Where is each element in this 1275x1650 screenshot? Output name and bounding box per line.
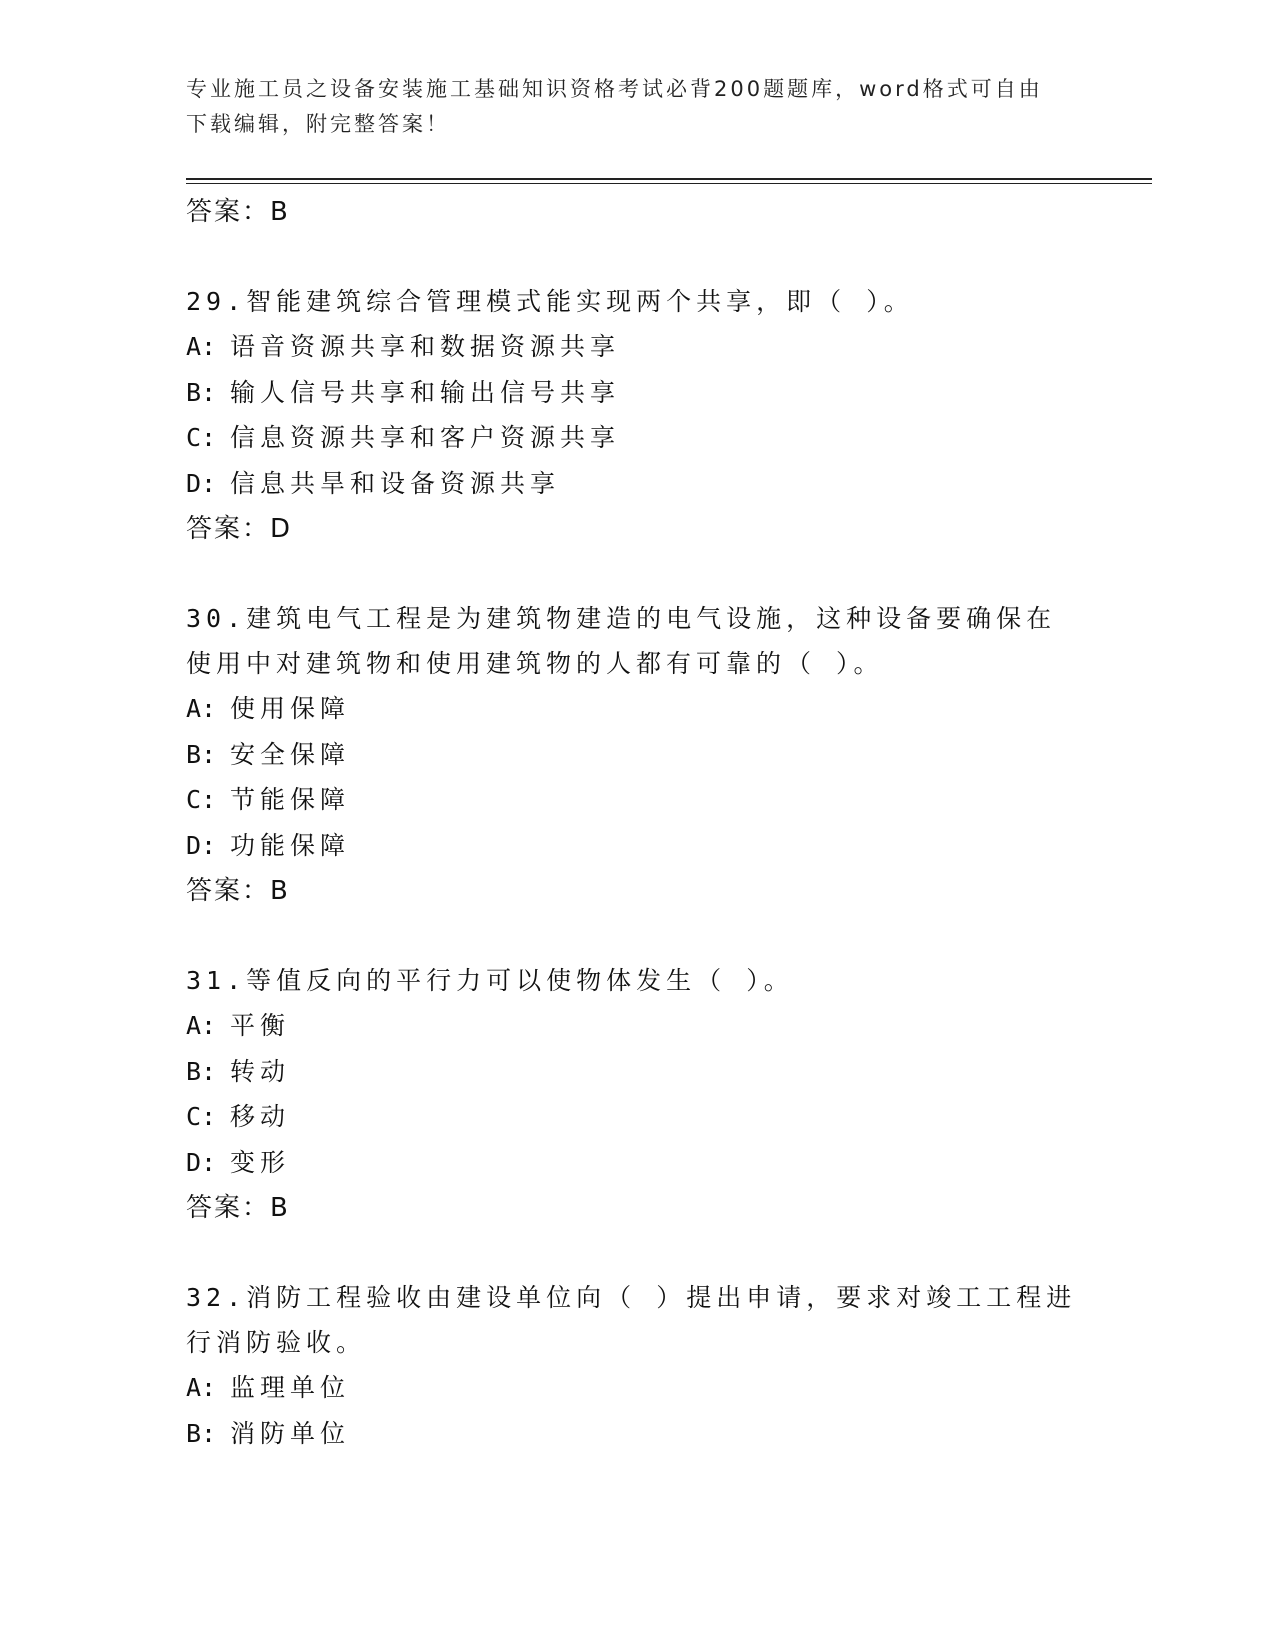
previous-answer: 答案：B — [186, 197, 290, 227]
option-text: 输人信号共享和输出信号共享 — [230, 377, 621, 407]
option-text: 功能保障 — [230, 830, 351, 860]
option-letter: D: — [186, 468, 217, 498]
option-text: 变形 — [230, 1147, 291, 1177]
question-text: 31.等值反向的平行力可以使物体发生（ ）。 — [186, 966, 794, 995]
question-block — [186, 279, 1086, 552]
option-letter: C: — [186, 785, 217, 814]
option-letter: C: — [186, 1102, 217, 1131]
option-text: 平衡 — [230, 1011, 291, 1040]
option-text: 信息共旱和设备资源共享 — [230, 468, 561, 498]
question-text: 30.建筑电气工程是为建筑物建造的电气设施，这种设备要确保在使用中对建筑物和使用建筑物的人都有可靠的（ ）。 — [186, 604, 1057, 678]
option-b — [186, 1411, 1086, 1457]
option-b — [186, 732, 1086, 778]
option-text: 监理单位 — [230, 1373, 351, 1402]
question-block — [186, 596, 1086, 914]
option-c — [186, 1094, 1086, 1140]
option-a — [186, 686, 1086, 732]
option-letter: B: — [186, 739, 217, 769]
option-letter: A: — [186, 1011, 217, 1040]
answer-line: 答案：B — [186, 876, 290, 906]
option-letter: C: — [186, 423, 217, 452]
question-text: 29.智能建筑综合管理模式能实现两个共享，即（ ）。 — [186, 287, 914, 316]
option-a — [186, 324, 1086, 370]
option-c — [186, 415, 1086, 461]
option-letter: D: — [186, 1147, 217, 1177]
spacer — [186, 914, 1086, 958]
option-text: 移动 — [230, 1102, 291, 1131]
spacer — [186, 235, 1086, 279]
question-text: 32.消防工程验收由建设单位向（ ）提出申请，要求对竣工工程进行消防验收。 — [186, 1283, 1077, 1357]
option-c — [186, 777, 1086, 823]
option-text: 使用保障 — [230, 694, 351, 723]
option-a — [186, 1003, 1086, 1049]
option-letter: B: — [186, 1056, 217, 1086]
option-text: 节能保障 — [230, 785, 351, 814]
option-text: 消防单位 — [230, 1418, 351, 1448]
spacer — [186, 1231, 1086, 1275]
option-letter: B: — [186, 377, 217, 407]
option-b — [186, 370, 1086, 416]
option-text: 转动 — [230, 1056, 291, 1086]
option-d — [186, 461, 1086, 507]
document-header: 专业施工员之设备安装施工基础知识资格考试必背200题题库，word格式可自由下载编辑，附完整答案！ — [186, 77, 1043, 136]
option-a — [186, 1365, 1086, 1411]
option-text: 信息资源共享和客户资源共享 — [230, 423, 621, 452]
option-d — [186, 1140, 1086, 1186]
option-b — [186, 1049, 1086, 1095]
spacer — [186, 552, 1086, 596]
question-list — [186, 189, 1086, 1456]
option-letter: A: — [186, 1373, 217, 1402]
question-block — [186, 1275, 1086, 1456]
option-letter: B: — [186, 1418, 217, 1448]
answer-line: 答案：D — [186, 514, 293, 544]
question-block — [186, 958, 1086, 1231]
answer-line: 答案：B — [186, 1193, 290, 1223]
option-letter: A: — [186, 694, 217, 723]
option-letter: D: — [186, 830, 217, 860]
option-text: 语音资源共享和数据资源共享 — [230, 332, 621, 361]
option-d — [186, 823, 1086, 869]
option-letter: A: — [186, 332, 217, 361]
header-divider-thin — [186, 183, 1152, 184]
option-text: 安全保障 — [230, 739, 351, 769]
header-divider-thick — [186, 178, 1152, 180]
